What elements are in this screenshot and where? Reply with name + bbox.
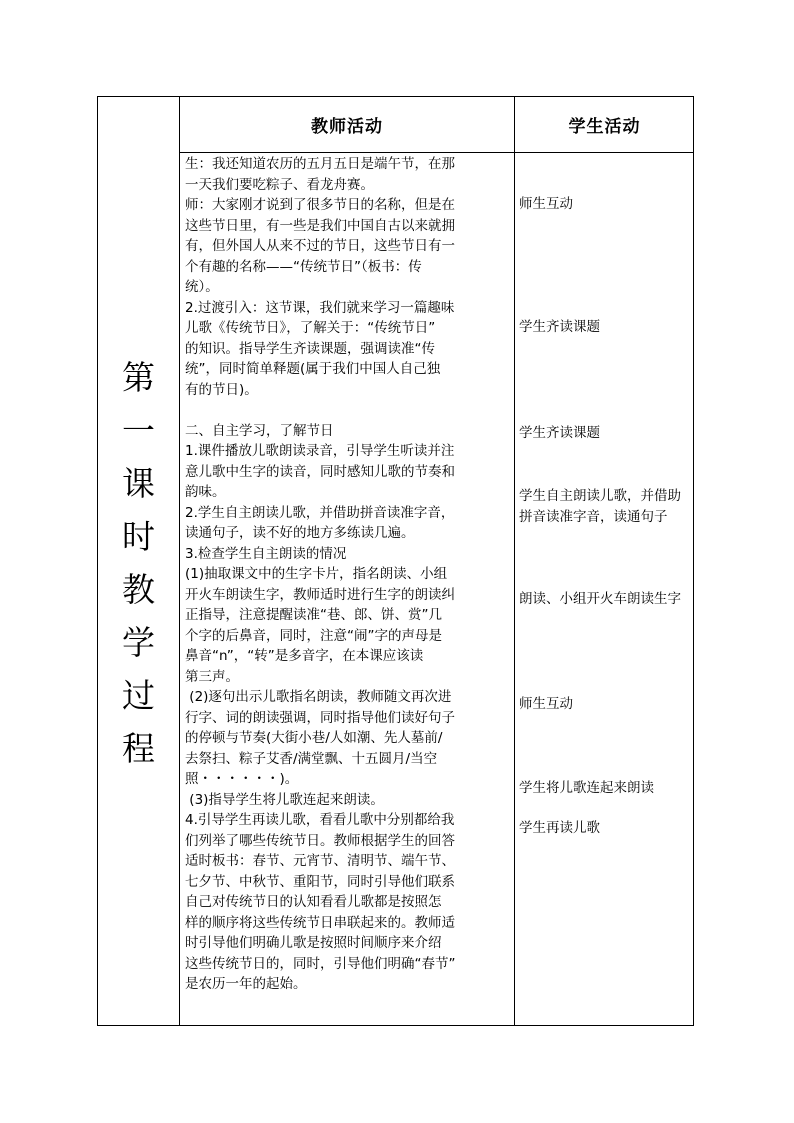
teacher-activity-line: 统）。 — [185, 279, 219, 295]
teacher-activity-line: 这些节日里，有一些是我们中国自古以来就拥 — [185, 217, 455, 234]
teacher-activity-line: 4.引导学生再读儿歌，看看儿歌中分别都给我 — [185, 812, 455, 828]
section-label-char: 教 — [122, 570, 155, 609]
student-activity-item: 学生齐读课题 — [519, 319, 600, 335]
student-activity-header: 学生活动 — [568, 117, 641, 137]
teacher-activity-line: 开火车朗读生字，教师适时进行生字的朗读纠 — [185, 586, 455, 603]
teacher-activity-line: 师：大家刚才说到了很多节日的名称，但是在 — [185, 197, 455, 213]
teacher-activity-header: 教师活动 — [311, 117, 383, 137]
student-activity-item: 朗读、小组开火车朗读生字 — [519, 591, 681, 607]
teacher-activity-line: 读通句子，读不好的地方多练读几遍。 — [185, 525, 415, 541]
teacher-activity-line: 照・・・・・・)。 — [185, 771, 299, 787]
section-label — [98, 97, 179, 1025]
teacher-activity-line: 有的节日)。 — [185, 381, 258, 398]
teacher-activity-line: 个有趣的名称——“传统节日”（板书：传 — [185, 258, 422, 275]
section-label-char: 课 — [122, 464, 155, 503]
teacher-activity-line: 正指导，注意提醒读准“巷、郎、饼、赏”几 — [185, 607, 442, 623]
teacher-activity-line: 鼻音“n”，“转”是多音字，在本课应该读 — [185, 648, 424, 664]
teacher-activity-line: (3)指导学生将儿歌连起来朗读。 — [185, 791, 384, 808]
teacher-activity-line: 2.学生自主朗读儿歌，并借助拼音读准字音， — [185, 504, 455, 521]
teacher-activity-line: 统”，同时简单释题(属于我们中国人自己独 — [185, 361, 441, 377]
teacher-activity-line: 是农历一年的起始。 — [185, 976, 307, 992]
teacher-activity-line: 个字的后鼻音，同时，注意“闹”字的声母是 — [185, 627, 442, 644]
teacher-activity-line: 2.过渡引入：这节课，我们就来学习一篇趣味 — [185, 299, 455, 316]
student-activity-item: 师生互动 — [519, 196, 573, 212]
student-activity-item: 师生互动 — [519, 696, 573, 712]
teacher-activity-line: 七夕节、中秋节、重阳节，同时引导他们联系 — [185, 873, 455, 890]
teacher-activity-line: 自己对传统节日的认知看看儿歌都是按照怎 — [185, 894, 442, 910]
teacher-activity-line: 样的顺序将这些传统节日串联起来的。教师适 — [185, 914, 455, 931]
section-label-char: 一 — [122, 411, 155, 450]
teacher-activity-line: 去祭扫、粽子艾香/满堂飘、十五圆月/当空 — [185, 750, 438, 767]
teacher-activity-line: 二、自主学习，了解节日 — [185, 422, 334, 439]
teacher-activity-line: 一天我们要吃粽子、看龙舟赛。 — [185, 176, 374, 193]
teacher-activity-line: 们列举了哪些传统节日。教师根据学生的回答 — [185, 832, 455, 849]
teacher-activity-line: 有，但外国人从来不过的节日，这些节日有一 — [185, 238, 455, 254]
header-divider — [179, 152, 693, 153]
teacher-activity-line: 儿歌《传统节日》，了解关于：“传统节日” — [185, 320, 436, 336]
teacher-activity-line: 适时板书：春节、元宵节、清明节、端午节、 — [185, 853, 455, 869]
teacher-activity-line: 的停顿与节奏(大街小巷/人如潮、先人墓前/ — [185, 730, 443, 746]
column-divider-left — [179, 97, 180, 1025]
student-activity-item: 学生齐读课题 — [519, 425, 600, 441]
teacher-activity-line: 这些传统节日的，同时，引导他们明确“春节” — [185, 955, 456, 972]
section-label-char: 程 — [122, 729, 155, 768]
teacher-activity-column — [185, 154, 511, 995]
section-label-char: 第 — [122, 358, 155, 397]
teacher-activity-line: (2)逐句出示儿歌指名朗读，教师随文再次进 — [185, 689, 452, 705]
column-divider-right — [514, 97, 515, 1025]
teacher-activity-line: 1.课件播放儿歌朗读录音，引导学生听读并注 — [185, 443, 455, 459]
section-label-char: 过 — [122, 676, 155, 715]
teacher-activity-line: 的知识。指导学生齐读课题，强调读准“传 — [185, 340, 435, 357]
lesson-table — [97, 96, 694, 1026]
teacher-activity-line: 行字、词的朗读强调，同时指导他们读好句子 — [185, 709, 455, 726]
section-label-char: 时 — [122, 517, 155, 556]
teacher-activity-line: 意儿歌中生字的读音，同时感知儿歌的节奏和 — [185, 463, 455, 480]
section-label-char: 学 — [122, 623, 155, 662]
teacher-activity-line: 生：我还知道农历的五月五日是端午节，在那 — [185, 156, 455, 172]
teacher-activity-line: (1)抽取课文中的生字卡片，指名朗读、小组 — [185, 566, 448, 582]
teacher-activity-line: 第三声。 — [185, 668, 239, 685]
blank-line — [185, 400, 511, 421]
student-activity-item: 学生将儿歌连起来朗读 — [519, 780, 654, 796]
student-activity-item: 学生再读儿歌 — [519, 820, 600, 836]
student-activity-item: 学生自主朗读儿歌，并借助拼音读准字音，读通句子 — [519, 488, 681, 525]
teacher-activity-line: 时引导他们明确儿歌是按照时间顺序来介绍 — [185, 935, 442, 951]
teacher-activity-line: 3.检查学生自主朗读的情况 — [185, 545, 347, 562]
teacher-activity-line: 韵味。 — [185, 484, 226, 500]
